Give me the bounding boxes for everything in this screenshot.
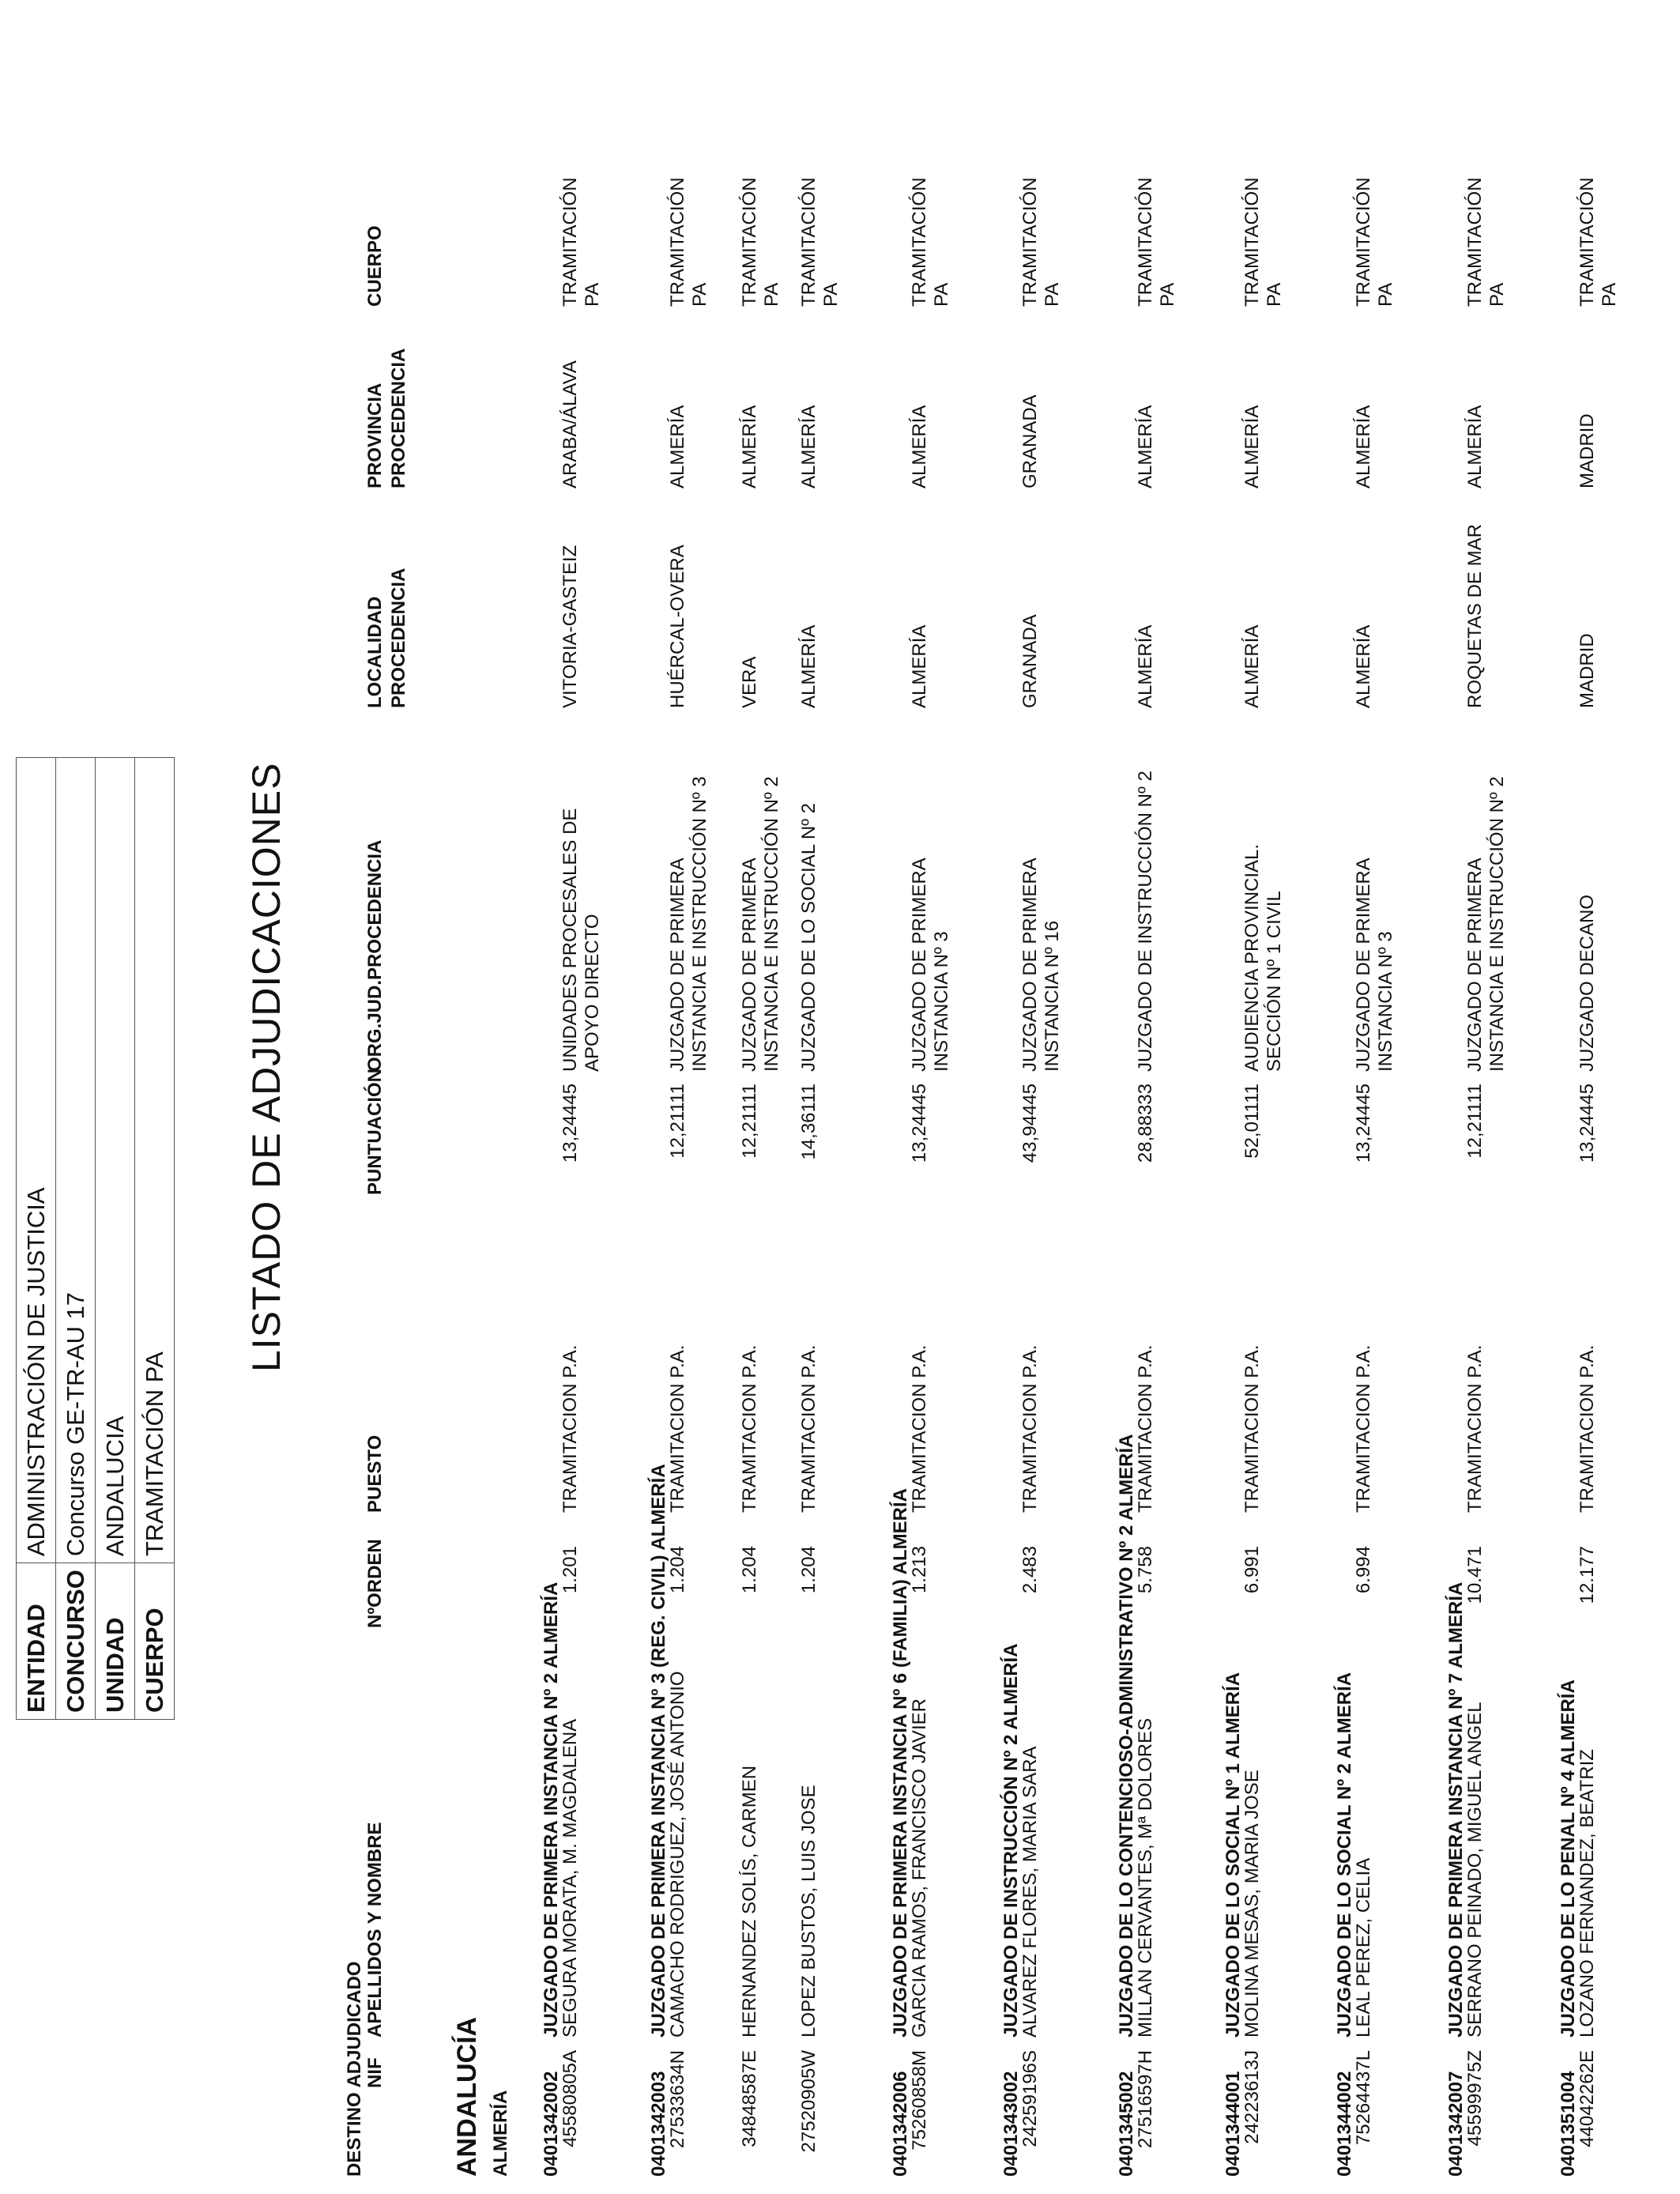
info-value: ANDALUCIA — [96, 758, 135, 1563]
org-line: AUDIENCIA PROVINCIAL. — [1241, 843, 1263, 1072]
info-key: CUERPO — [135, 1563, 175, 1720]
org-procedencia-cell — [1019, 716, 1064, 1072]
org-line: UNIDADES PROCESALES DE — [559, 808, 581, 1072]
cuerpo-line: PA — [1042, 282, 1063, 307]
header-org: ORG.JUD.PROCEDENCIA — [364, 839, 386, 1072]
header-provincia-line2: PROCEDENCIA — [388, 348, 409, 488]
provincia-cell: ALMERÍA — [739, 405, 760, 488]
cuerpo-line: PA — [582, 282, 603, 307]
org-line: INSTANCIA E INSTRUCCIÓN Nº 3 — [689, 776, 710, 1072]
nif-cell: 44042262E — [1576, 2050, 1598, 2147]
orden-cell: 12.177 — [1576, 1546, 1598, 1604]
org-line: JUZGADO DE LO SOCIAL Nº 2 — [798, 803, 819, 1072]
nif-cell: 27533634N — [667, 2050, 688, 2149]
name-cell: LOZANO FERNANDEZ, BEATRIZ — [1576, 1749, 1598, 2038]
orden-cell: 1.213 — [909, 1546, 930, 1594]
header-puntuacion: PUNTUACIÓN — [364, 1069, 386, 1195]
nif-cell: 45599975Z — [1464, 2050, 1486, 2147]
nif-cell: 45580805A — [559, 2050, 581, 2147]
org-procedencia-cell — [1241, 716, 1286, 1072]
org-procedencia-cell — [1353, 716, 1397, 1072]
provincia-cell: ALMERÍA — [909, 405, 930, 488]
name-cell: SERRANO PEINADO, MIGUEL ANGEL — [1464, 1702, 1486, 2038]
nif-cell: 27516597H — [1135, 2050, 1156, 2149]
cuerpo-line: TRAMITACIÓN — [798, 177, 819, 307]
org-line: SECCIÓN Nº 1 CIVIL — [1264, 891, 1285, 1072]
org-line: JUZGADO DE PRIMERA — [1019, 858, 1041, 1072]
org-line: JUZGADO DE PRIMERA — [739, 858, 760, 1072]
unit-name: JUZGADO DE INSTRUCCIÓN Nº 2 ALMERÍA — [1000, 1643, 1022, 2038]
puesto-cell: TRAMITACION P.A. — [1353, 1344, 1374, 1513]
puesto-cell: TRAMITACION P.A. — [667, 1344, 688, 1513]
org-procedencia-cell — [667, 716, 711, 1072]
cuerpo-cell — [1019, 177, 1064, 307]
unit-name: JUZGADO DE PRIMERA INSTANCIA Nº 6 (FAMILIA) ALMERÍA — [890, 1488, 911, 2038]
org-line: JUZGADO DE PRIMERA — [667, 858, 688, 1072]
cuerpo-line: PA — [761, 282, 782, 307]
provincia-cell: ALMERÍA — [798, 405, 819, 488]
province-heading: ALMERÍA — [490, 2090, 511, 2177]
org-line: INSTANCIA Nº 3 — [931, 931, 952, 1072]
nif-cell: 75264437L — [1353, 2050, 1374, 2146]
unit-code: 0401342006 — [890, 2071, 911, 2177]
localidad-cell: VITORIA-GASTEIZ — [559, 545, 581, 708]
name-cell: LOPEZ BUSTOS, LUIS JOSE — [798, 1785, 819, 2038]
cuerpo-line: TRAMITACIÓN — [559, 177, 581, 307]
info-row — [135, 758, 175, 1720]
puntuacion-cell: 13,24445 — [909, 1084, 930, 1163]
info-row — [56, 758, 96, 1720]
cuerpo-line: TRAMITACIÓN — [667, 177, 688, 307]
cuerpo-cell — [739, 177, 783, 307]
org-procedencia-cell — [1464, 716, 1509, 1072]
info-row — [96, 758, 135, 1720]
provincia-cell: ALMERÍA — [1241, 405, 1263, 488]
info-value: ADMINISTRACIÓN DE JUSTICIA — [17, 758, 56, 1563]
unit-code: 0401344002 — [1334, 2071, 1355, 2177]
cuerpo-line: PA — [1375, 282, 1396, 307]
header-nif: NIF — [364, 2057, 386, 2088]
header-destino: DESTINO ADJUDICADO — [344, 1961, 365, 2177]
cuerpo-line: PA — [689, 282, 710, 307]
unit-code: 0401351004 — [1558, 2071, 1579, 2177]
localidad-cell: ROQUETAS DE MAR — [1464, 524, 1486, 708]
org-line: JUZGADO DE PRIMERA — [909, 858, 930, 1072]
header-localidad — [363, 568, 411, 708]
localidad-cell: HUÉRCAL-OVERA — [667, 545, 688, 708]
region-heading: ANDALUCÍA — [452, 2016, 482, 2177]
org-line: JUZGADO DE PRIMERA — [1464, 858, 1486, 1072]
provincia-cell: ALMERÍA — [667, 405, 688, 488]
puntuacion-cell: 43,94445 — [1019, 1084, 1041, 1163]
provincia-cell: ALMERÍA — [1464, 405, 1486, 488]
name-cell: GARCIA RAMOS, FRANCISCO JAVIER — [909, 1698, 930, 2038]
name-cell: SEGURA MORATA, M. MAGDALENA — [559, 1718, 581, 2038]
unit-name: JUZGADO DE PRIMERA INSTANCIA Nº 3 (REG. CIVIL) ALMERÍA — [648, 1464, 669, 2038]
name-cell: ALVAREZ FLORES, MARIA SARA — [1019, 1746, 1041, 2038]
puntuacion-cell: 14,36111 — [798, 1084, 819, 1160]
org-line: INSTANCIA E INSTRUCCIÓN Nº 2 — [761, 776, 782, 1072]
localidad-cell: ALMERÍA — [1135, 624, 1156, 708]
puesto-cell: TRAMITACION P.A. — [1241, 1344, 1263, 1513]
cuerpo-line: PA — [1157, 282, 1178, 307]
puesto-cell: TRAMITACION P.A. — [559, 1344, 581, 1513]
puesto-cell: TRAMITACION P.A. — [1464, 1344, 1486, 1513]
provincia-cell: ALMERÍA — [1135, 405, 1156, 488]
nif-cell: 24223613J — [1241, 2050, 1263, 2144]
info-key: ENTIDAD — [17, 1563, 56, 1720]
provincia-cell: MADRID — [1576, 413, 1598, 488]
unit-code: 0401344001 — [1222, 2071, 1244, 2177]
cuerpo-cell — [1576, 177, 1621, 307]
unit-code: 0401342003 — [648, 2071, 669, 2177]
cuerpo-line: PA — [820, 282, 842, 307]
org-line: JUZGADO DECANO — [1576, 894, 1598, 1072]
unit-code: 0401345002 — [1116, 2071, 1137, 2177]
document-title: LISTADO DE ADJUDICACIONES — [244, 762, 288, 1372]
orden-cell: 6.991 — [1241, 1546, 1263, 1594]
unit-code: 0401342002 — [541, 2071, 562, 2177]
localidad-cell: GRANADA — [1019, 614, 1041, 708]
cuerpo-line: TRAMITACIÓN — [1019, 177, 1041, 307]
org-line: JUZGADO DE PRIMERA — [1353, 858, 1374, 1072]
unit-name: JUZGADO DE PRIMERA INSTANCIA Nº 7 ALMERÍA — [1445, 1581, 1467, 2038]
cuerpo-line: TRAMITACIÓN — [1135, 177, 1156, 307]
info-value: Concurso GE-TR-AU 17 — [56, 758, 96, 1563]
puesto-cell: TRAMITACION P.A. — [909, 1344, 930, 1513]
orden-cell: 1.204 — [798, 1546, 819, 1594]
org-procedencia-cell — [798, 716, 820, 1072]
cuerpo-line: PA — [1599, 282, 1620, 307]
header-cuerpo: CUERPO — [364, 225, 386, 307]
cuerpo-cell — [667, 177, 711, 307]
localidad-cell: ALMERÍA — [798, 624, 819, 708]
cuerpo-line: TRAMITACIÓN — [739, 177, 760, 307]
header-provincia-line1: PROVINCIA — [364, 383, 386, 488]
unit-code: 0401342007 — [1445, 2071, 1467, 2177]
puesto-cell: TRAMITACION P.A. — [1019, 1344, 1041, 1513]
provincia-cell: ARABA/ÁLAVA — [559, 360, 581, 488]
name-cell: LEAL PEREZ, CELIA — [1353, 1857, 1374, 2038]
cuerpo-cell — [1353, 177, 1397, 307]
puesto-cell: TRAMITACION P.A. — [1576, 1344, 1598, 1513]
cuerpo-cell — [559, 177, 604, 307]
orden-cell: 6.994 — [1353, 1546, 1374, 1594]
name-cell: CAMACHO RODRIGUEZ, JOSÉ ANTONIO — [667, 1671, 688, 2038]
cuerpo-line: TRAMITACIÓN — [1576, 177, 1598, 307]
cuerpo-cell — [909, 177, 953, 307]
cuerpo-line: TRAMITACIÓN — [1241, 177, 1263, 307]
provincia-cell: ALMERÍA — [1353, 405, 1374, 488]
nif-cell: 75260858M — [909, 2050, 930, 2151]
unit-name: JUZGADO DE PRIMERA INSTANCIA Nº 2 ALMERÍA — [541, 1581, 562, 2038]
puntuacion-cell: 13,24445 — [1576, 1084, 1598, 1163]
nif-cell: 27520905W — [798, 2050, 819, 2153]
puesto-cell: TRAMITACION P.A. — [798, 1344, 819, 1513]
puntuacion-cell: 12,21111 — [667, 1084, 688, 1159]
info-key: CONCURSO — [56, 1563, 96, 1720]
orden-cell: 10.471 — [1464, 1546, 1486, 1604]
org-line: INSTANCIA Nº 16 — [1042, 920, 1063, 1072]
header-puesto: PUESTO — [364, 1434, 386, 1513]
unit-name: JUZGADO DE LO CONTENCIOSO-ADMINISTRATIVO Nº 2 ALMERÍA — [1116, 1434, 1137, 2038]
org-line: INSTANCIA Nº 3 — [1375, 931, 1396, 1072]
cuerpo-cell — [1241, 177, 1286, 307]
puntuacion-cell: 13,24445 — [559, 1084, 581, 1163]
org-procedencia-cell — [559, 716, 604, 1072]
orden-cell: 2.483 — [1019, 1546, 1041, 1594]
name-cell: MILLAN CERVANTES, Mª DOLORES — [1135, 1717, 1156, 2038]
localidad-cell: ALMERÍA — [1353, 624, 1374, 708]
puesto-cell: TRAMITACION P.A. — [1135, 1344, 1156, 1513]
puntuacion-cell: 12,21111 — [739, 1084, 760, 1159]
org-procedencia-cell — [1576, 716, 1599, 1072]
info-key: UNIDAD — [96, 1563, 135, 1720]
org-procedencia-cell — [739, 716, 783, 1072]
orden-cell: 1.204 — [667, 1546, 688, 1594]
header-localidad-line2: PROCEDENCIA — [388, 567, 409, 708]
localidad-cell: VERA — [739, 656, 760, 708]
cuerpo-line: TRAMITACIÓN — [1353, 177, 1374, 307]
info-box — [16, 757, 175, 1720]
unit-name: JUZGADO DE LO SOCIAL Nº 1 ALMERÍA — [1222, 1672, 1244, 2038]
unit-name: JUZGADO DE LO SOCIAL Nº 2 ALMERÍA — [1334, 1672, 1355, 2038]
localidad-cell: ALMERÍA — [909, 624, 930, 708]
header-orden: NºORDEN — [364, 1539, 386, 1628]
orden-cell: 5.758 — [1135, 1546, 1156, 1594]
unit-name: JUZGADO DE LO PENAL Nº 4 ALMERÍA — [1558, 1679, 1579, 2038]
nif-cell: 24259196S — [1019, 2050, 1041, 2147]
puntuacion-cell: 12,21111 — [1464, 1084, 1486, 1159]
cuerpo-cell — [1464, 177, 1509, 307]
cuerpo-line: PA — [931, 282, 952, 307]
info-row — [17, 758, 56, 1720]
org-procedencia-cell — [1135, 716, 1157, 1072]
puntuacion-cell: 13,24445 — [1353, 1084, 1374, 1163]
info-value: TRAMITACIÓN PA — [135, 758, 175, 1563]
puntuacion-cell: 28,88333 — [1135, 1084, 1156, 1163]
nif-cell: 34848587E — [739, 2050, 760, 2147]
localidad-cell: MADRID — [1576, 633, 1598, 708]
orden-cell: 1.204 — [739, 1546, 760, 1594]
header-provincia — [363, 349, 411, 488]
name-cell: HERNANDEZ SOLÍS, CARMEN — [739, 1765, 760, 2038]
unit-code: 0401343002 — [1000, 2071, 1022, 2177]
cuerpo-cell — [1135, 177, 1179, 307]
org-line: INSTANCIA E INSTRUCCIÓN Nº 2 — [1486, 776, 1508, 1072]
provincia-cell: GRANADA — [1019, 394, 1041, 488]
orden-cell: 1.201 — [559, 1546, 581, 1594]
cuerpo-line: TRAMITACIÓN — [909, 177, 930, 307]
org-line: APOYO DIRECTO — [582, 914, 603, 1072]
cuerpo-line: PA — [1264, 282, 1285, 307]
puesto-cell: TRAMITACION P.A. — [739, 1344, 760, 1513]
localidad-cell: ALMERÍA — [1241, 624, 1263, 708]
name-cell: MOLINA MESAS, MARIA JOSE — [1241, 1770, 1263, 2038]
cuerpo-line: PA — [1486, 282, 1508, 307]
org-line: JUZGADO DE INSTRUCCIÓN Nº 2 — [1135, 771, 1156, 1072]
header-apellidos: APELLIDOS Y NOMBRE — [364, 1822, 386, 2038]
org-procedencia-cell — [909, 716, 953, 1072]
puntuacion-cell: 52,01111 — [1241, 1084, 1263, 1159]
cuerpo-line: TRAMITACIÓN — [1464, 177, 1486, 307]
cuerpo-cell — [798, 177, 842, 307]
header-localidad-line1: LOCALIDAD — [364, 596, 386, 708]
